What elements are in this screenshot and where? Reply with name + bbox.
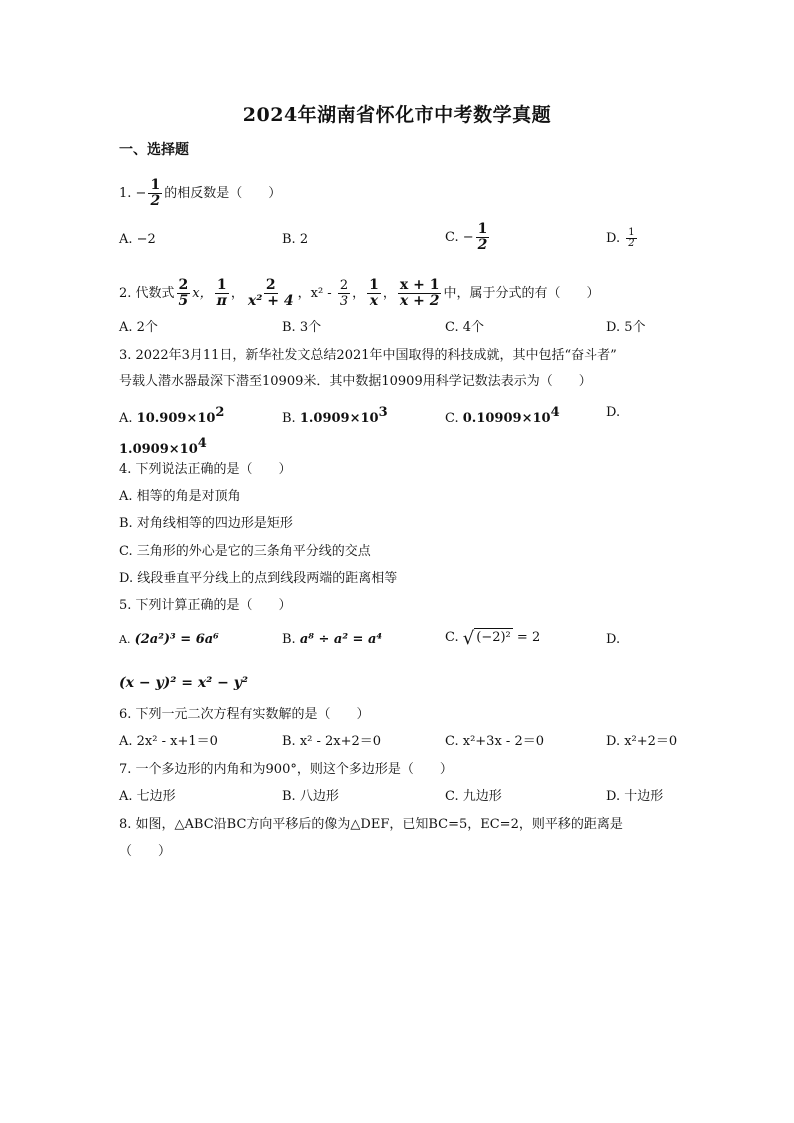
q1-option-d[interactable]: D. $\frac{1}{2}$: [606, 227, 635, 249]
q7-option-b[interactable]: B. 八边形: [282, 789, 339, 804]
question-3-line-1: 3. 2022年3月11日，新华社发文总结2021年中国取得的科技成就，其中包括“奋斗者”: [119, 348, 617, 363]
q2-option-c[interactable]: C. 4个: [445, 320, 485, 335]
q6-option-d[interactable]: D. x²+2＝0: [606, 734, 678, 749]
question-4: 4. 下列说法正确的是（ ）: [119, 462, 292, 477]
q6-option-a[interactable]: A. 2x² - x+1＝0: [119, 734, 218, 749]
q5-option-a[interactable]: A. (2a²)³ = 6a⁶: [119, 632, 219, 647]
q2-option-d[interactable]: D. 5个: [606, 320, 646, 335]
q1-option-b[interactable]: B. 2: [282, 232, 309, 247]
q3-option-c[interactable]: C. $0.10909\times 10^4$: [445, 405, 560, 426]
q3-option-a[interactable]: A. $10.909\times 10^2$: [119, 405, 225, 426]
q7-option-a[interactable]: A. 七边形: [119, 789, 176, 804]
q7-option-d[interactable]: D. 十边形: [606, 789, 664, 804]
q3-option-b[interactable]: B. $1.0909\times 10^3$: [282, 405, 388, 426]
question-2: 2. 代数式 $\frac{2}{5}$ x， $\frac{1}{\pi}$ ， $\frac{2}{\text{x² + 4}}$ ，x² - $\frac{2}{3}$ ， $\frac{1}{x}$ ， $\frac{x + 1}{x + 2}$ 中，属于分式的有（ ）: [119, 277, 600, 309]
page-title: 2024年湖南省怀化市中考数学真题: [242, 104, 552, 126]
q5-option-d-value[interactable]: (x − y)² = x² − y²: [119, 675, 249, 691]
section-heading: 一、选择题: [119, 142, 189, 158]
fraction: $\frac{1}{2}$: [150, 177, 161, 209]
q5-option-d-label[interactable]: D.: [606, 632, 621, 647]
q3-option-d-label[interactable]: D.: [606, 405, 621, 420]
question-8-line-2: （ ）: [119, 844, 172, 859]
question-8-line-1: 8. 如图，△ABC沿BC方向平移后的像为△DEF，已知BC=5，EC=2，则平移的距离是: [119, 817, 623, 832]
q4-option-b[interactable]: B. 对角线相等的四边形是矩形: [119, 516, 293, 531]
q2-option-b[interactable]: B. 3个: [282, 320, 322, 335]
q2-option-a[interactable]: A. 2个: [119, 320, 158, 335]
question-5: 5. 下列计算正确的是（ ）: [119, 598, 292, 613]
q7-option-c[interactable]: C. 九边形: [445, 789, 502, 804]
question-1: 1. − $\frac{1}{2}$ 的相反数是（ ）: [119, 177, 282, 209]
q4-option-a[interactable]: A. 相等的角是对顶角: [119, 489, 241, 504]
q6-option-c[interactable]: C. x²+3x - 2＝0: [445, 734, 544, 749]
q3-option-d-value[interactable]: $1.0909\times 10^4$: [119, 436, 207, 457]
question-6: 6. 下列一元二次方程有实数解的是（ ）: [119, 707, 370, 722]
q1-option-a[interactable]: A. −2: [119, 232, 156, 247]
q1-option-c[interactable]: C. − $\frac{1}{2}$: [445, 221, 488, 253]
q4-option-c[interactable]: C. 三角形的外心是它的三条角平分线的交点: [119, 544, 371, 559]
q5-option-b[interactable]: B. a⁸ ÷ a² = a⁴: [282, 632, 383, 647]
question-7: 7. 一个多边形的内角和为900°，则这个多边形是（ ）: [119, 762, 453, 777]
q5-option-c[interactable]: C. √ (−2)² = 2: [445, 628, 541, 649]
q6-option-b[interactable]: B. x² - 2x+2＝0: [282, 734, 382, 749]
q4-option-d[interactable]: D. 线段垂直平分线上的点到线段两端的距离相等: [119, 571, 398, 586]
question-3-line-2: 号载人潜水器最深下潜至10909米．其中数据10909用科学记数法表示为（ ）: [119, 374, 592, 389]
